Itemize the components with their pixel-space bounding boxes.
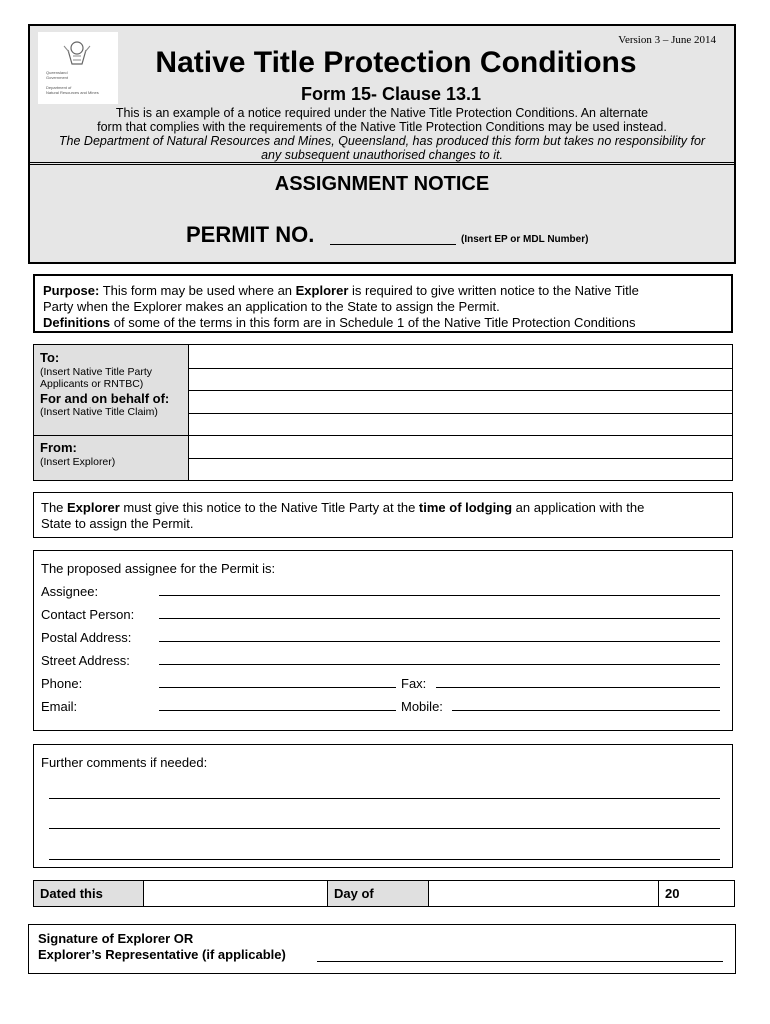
signature-field[interactable] bbox=[317, 961, 723, 962]
purpose-text: is required to give written notice to the Native Title bbox=[348, 283, 639, 298]
email-field[interactable] bbox=[159, 710, 396, 711]
assignee-field[interactable] bbox=[159, 595, 720, 596]
from-field[interactable] bbox=[189, 458, 732, 480]
purpose-line bbox=[43, 283, 723, 299]
party-table bbox=[33, 344, 733, 481]
time-of-lodging-term: time of lodging bbox=[418, 500, 513, 515]
divider bbox=[34, 435, 189, 436]
page-title: Native Title Protection Conditions bbox=[155, 46, 637, 79]
dated-this-label: Dated this bbox=[40, 886, 103, 901]
notice-line bbox=[41, 500, 725, 516]
signature-label: Signature of Explorer OR bbox=[38, 931, 194, 946]
phone-field[interactable] bbox=[159, 687, 396, 688]
dated-row bbox=[33, 880, 735, 907]
disclaimer-line: The Department of Natural Resources and Mines, Queensland, has produced this form but takes no responsibility for bbox=[58, 134, 706, 148]
from-label: From: bbox=[40, 440, 77, 455]
notice-title: ASSIGNMENT NOTICE bbox=[274, 173, 490, 195]
representative-label: Explorer’s Representative (if applicable) bbox=[38, 947, 286, 962]
definitions-label: Definitions bbox=[43, 315, 111, 330]
behalf-label: For and on behalf of: bbox=[40, 391, 170, 406]
year-prefix: 20 bbox=[665, 886, 680, 901]
from-field[interactable] bbox=[189, 435, 732, 458]
form-subtitle: Form 15- Clause 13.1 bbox=[300, 84, 482, 104]
permit-hint: (Insert EP or MDL Number) bbox=[461, 234, 589, 245]
comments-line[interactable] bbox=[49, 798, 720, 799]
explorer-term: Explorer bbox=[67, 500, 120, 515]
contact-person-label: Contact Person: bbox=[41, 607, 135, 622]
header-top-section bbox=[30, 26, 734, 165]
fax-field[interactable] bbox=[436, 687, 720, 688]
definitions-line bbox=[43, 315, 723, 331]
notice-line: State to assign the Permit. bbox=[41, 516, 194, 531]
comments-label: Further comments if needed: bbox=[41, 755, 208, 770]
year-field[interactable] bbox=[659, 881, 734, 906]
behalf-field[interactable] bbox=[189, 413, 732, 435]
behalf-field[interactable] bbox=[189, 390, 732, 413]
comments-line[interactable] bbox=[49, 828, 720, 829]
explorer-term: Explorer bbox=[295, 283, 349, 298]
logo-text: Queensland Government Department of Natural Resources and Mines bbox=[46, 70, 99, 95]
mobile-field[interactable] bbox=[452, 710, 720, 711]
permit-label: PERMIT NO. bbox=[186, 222, 315, 247]
assignee-section bbox=[33, 550, 733, 731]
notice-text: an application with the bbox=[512, 500, 645, 515]
comments-line[interactable] bbox=[49, 859, 720, 860]
comments-section bbox=[33, 744, 733, 868]
note-line: form that complies with the requirements of the Native Title Protection Conditions may be used instead. bbox=[97, 120, 667, 134]
lodging-notice bbox=[33, 492, 733, 538]
purpose-box bbox=[33, 274, 733, 333]
street-address-field[interactable] bbox=[159, 664, 720, 665]
to-label: To: bbox=[40, 350, 60, 365]
crest-icon bbox=[60, 38, 94, 68]
dated-this-cell bbox=[34, 881, 144, 906]
definitions-text: of some of the terms in this form are in Schedule 1 of the Native Title Protection Conditions bbox=[110, 315, 636, 330]
phone-label: Phone: bbox=[41, 676, 83, 691]
contact-person-field[interactable] bbox=[159, 618, 720, 619]
dated-this-field[interactable] bbox=[144, 881, 328, 906]
to-hint: (Insert Native Title Party bbox=[40, 366, 153, 378]
disclaimer-line: any subsequent unauthorised changes to it. bbox=[261, 148, 503, 162]
purpose-text: This form may be used where an bbox=[99, 283, 296, 298]
permit-number-field[interactable] bbox=[330, 244, 456, 245]
note-line: This is an example of a notice required under the Native Title Protection Conditions. An alternate bbox=[115, 106, 649, 120]
day-of-field[interactable] bbox=[429, 881, 659, 906]
day-of-cell bbox=[328, 881, 429, 906]
from-hint: (Insert Explorer) bbox=[40, 456, 116, 468]
behalf-hint: (Insert Native Title Claim) bbox=[40, 406, 158, 418]
form-header bbox=[28, 24, 736, 264]
signature-section bbox=[28, 924, 736, 974]
party-labels bbox=[34, 345, 189, 480]
to-field[interactable] bbox=[189, 368, 732, 390]
fax-label: Fax: bbox=[401, 676, 427, 691]
notice-text: must give this notice to the Native Title Party at the bbox=[119, 500, 419, 515]
to-hint: Applicants or RNTBC) bbox=[40, 378, 144, 390]
day-of-label: Day of bbox=[334, 886, 374, 901]
version-label: Version 3 – June 2014 bbox=[618, 34, 716, 46]
assignee-intro: The proposed assignee for the Permit is: bbox=[41, 561, 276, 576]
notice-text: The bbox=[41, 500, 68, 515]
postal-address-label: Postal Address: bbox=[41, 630, 132, 645]
form-note bbox=[30, 106, 734, 134]
email-label: Email: bbox=[41, 699, 78, 714]
queensland-government-logo bbox=[38, 32, 118, 104]
purpose-line: Party when the Explorer makes an application to the State to assign the Permit. bbox=[43, 299, 500, 314]
assignee-label: Assignee: bbox=[41, 584, 99, 599]
to-field[interactable] bbox=[189, 345, 732, 368]
disclaimer bbox=[30, 134, 734, 162]
purpose-label: Purpose: bbox=[43, 283, 100, 298]
street-address-label: Street Address: bbox=[41, 653, 130, 668]
mobile-label: Mobile: bbox=[401, 699, 443, 714]
postal-address-field[interactable] bbox=[159, 641, 720, 642]
